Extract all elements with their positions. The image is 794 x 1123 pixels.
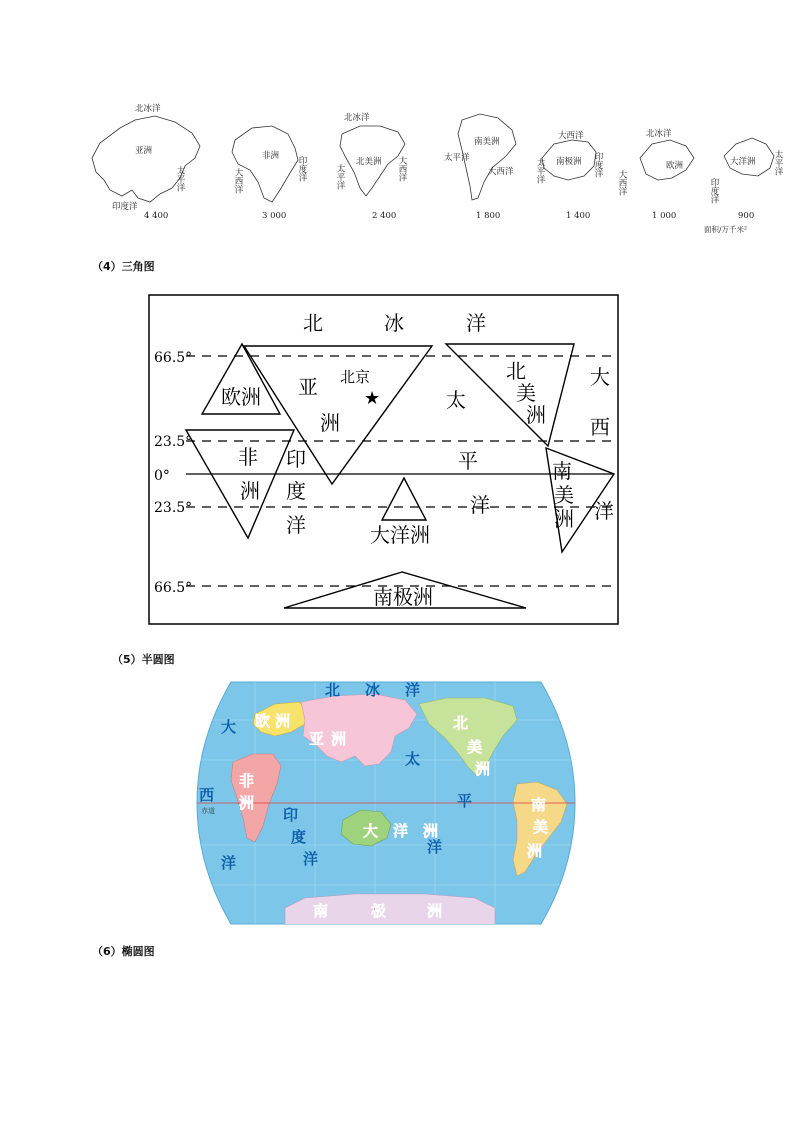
- area-unit-label: 面积/万千米²: [704, 225, 748, 234]
- pacific-char-3: 洋: [470, 493, 490, 517]
- map-ant-3: 洲: [427, 902, 443, 920]
- beijing-label: 北京: [340, 368, 371, 386]
- africa-area: 3 000: [262, 211, 287, 221]
- ant-ocean-1: 大西洋: [558, 131, 584, 141]
- map-oc-2: 洋: [393, 822, 409, 840]
- map-na-1: 北: [453, 714, 469, 732]
- africa-char-1: 非: [238, 445, 258, 469]
- oceania-outline: [709, 138, 783, 221]
- map-oc-3: 洲: [423, 822, 439, 840]
- ant-ocean-2: 太平洋: [535, 158, 545, 184]
- na-ocean-2: 太平洋: [335, 164, 345, 190]
- world-map: [195, 680, 577, 926]
- arctic-char-1: 北: [303, 311, 323, 335]
- map-indian-3: 洋: [303, 850, 319, 868]
- oc-ocean-1: 太平洋: [773, 150, 783, 176]
- map-atlantic-1: 大: [221, 718, 237, 736]
- map-africa-1: 非: [239, 772, 255, 790]
- asia-ocean-2: 太平洋: [175, 166, 185, 192]
- na-char-3: 洲: [526, 403, 546, 427]
- map-arctic-3: 洋: [405, 681, 421, 699]
- oceania-label: 大洋洲: [370, 523, 430, 547]
- na-char-1: 北: [506, 359, 526, 383]
- asia-char-2: 洲: [320, 411, 340, 435]
- na-ocean-3: 大西洋: [397, 156, 407, 182]
- map-sa-2: 美: [533, 818, 549, 836]
- asia-ocean-1: 北冰洋: [135, 104, 161, 114]
- sa-char-1: 南: [552, 459, 572, 483]
- atlantic-char-3: 洋: [594, 499, 614, 523]
- continents-strip: [80, 98, 790, 238]
- eu-ocean-2: 大西洋: [617, 170, 627, 196]
- sa-label: 南美洲: [474, 137, 500, 147]
- ant-area: 1 400: [566, 211, 591, 221]
- map-europe-2: 洲: [275, 712, 291, 730]
- indian-char-1: 印: [286, 447, 306, 471]
- eu-ocean-1: 北冰洋: [646, 129, 672, 139]
- africa-ocean-2: 印度洋: [297, 156, 307, 182]
- asia-char-1: 亚: [298, 375, 318, 399]
- equator-label: 0°: [154, 468, 170, 484]
- lat-66s-label: 66.5°: [154, 580, 193, 596]
- indian-char-2: 度: [286, 479, 306, 503]
- indian-char-3: 洋: [286, 513, 306, 537]
- map-na-3: 洲: [475, 760, 491, 778]
- na-char-2: 美: [516, 381, 536, 405]
- map-pacific-2: 平: [457, 792, 473, 810]
- eu-label: 欧洲: [666, 161, 684, 171]
- na-label: 北美洲: [356, 157, 382, 167]
- section-4-label: （4）三角图: [92, 260, 155, 273]
- north-america-outline: [335, 112, 407, 221]
- beijing-star-icon: ★: [364, 388, 381, 409]
- map-ant-1: 南: [313, 902, 329, 920]
- eu-area: 1 000: [652, 211, 677, 221]
- map-pacific-1: 太: [405, 750, 421, 768]
- map-atlantic-2: 西: [199, 786, 215, 804]
- asia-area: 4 400: [144, 211, 169, 221]
- map-pacific-3: 洋: [427, 838, 443, 856]
- pacific-char-1: 太: [446, 388, 466, 412]
- arctic-char-3: 洋: [466, 311, 486, 335]
- section-5-label: （5）半圆图: [112, 653, 175, 666]
- map-indian-2: 度: [291, 828, 307, 846]
- map-asia-1: 亚: [309, 730, 325, 748]
- map-asia-2: 洲: [331, 730, 347, 748]
- map-europe-1: 欧: [255, 712, 271, 730]
- map-arctic-1: 北: [325, 681, 341, 699]
- map-sa-3: 洲: [527, 842, 543, 860]
- antarctica-label: 南极洲: [373, 585, 433, 609]
- map-na-2: 美: [467, 738, 483, 756]
- europe-label: 欧洲: [221, 385, 261, 409]
- ant-label: 南极洲: [556, 157, 582, 167]
- arctic-char-2: 冰: [384, 311, 404, 335]
- pacific-char-2: 平: [458, 449, 478, 473]
- oc-ocean-2: 印度洋: [709, 178, 719, 204]
- asia-outline: [92, 103, 200, 221]
- sa-char-3: 洲: [554, 507, 574, 531]
- map-sa-1: 南: [531, 796, 547, 814]
- south-america-outline: [444, 114, 516, 221]
- section-6-label: （6）椭圆图: [92, 945, 155, 958]
- map-equator-label: 赤道: [201, 807, 215, 815]
- africa-ocean-1: 大西洋: [233, 168, 243, 194]
- lat-23n-label: 23.5°: [154, 434, 193, 450]
- africa-label: 非洲: [262, 151, 280, 161]
- sa-ocean-1: 太平洋: [444, 153, 470, 163]
- sa-area: 1 800: [476, 211, 501, 221]
- map-arctic-2: 冰: [365, 681, 381, 699]
- map-indian-1: 印: [283, 806, 299, 824]
- sa-char-2: 美: [554, 483, 574, 507]
- map-oc-1: 大: [363, 822, 379, 840]
- map-atlantic-3: 洋: [221, 854, 237, 872]
- lat-66n-label: 66.5°: [154, 350, 193, 366]
- na-ocean-1: 北冰洋: [344, 113, 370, 123]
- africa-char-2: 洲: [240, 479, 260, 503]
- antarctica-outline: [535, 130, 603, 221]
- sa-ocean-2: 大西洋: [488, 167, 514, 177]
- lat-23s-label: 23.5°: [154, 500, 193, 516]
- oc-label: 大洋洲: [730, 157, 756, 167]
- ant-ocean-3: 印度洋: [593, 152, 603, 178]
- map-africa-2: 洲: [239, 794, 255, 812]
- atlantic-char-1: 大: [590, 365, 610, 389]
- asia-ocean-3: 印度洋: [112, 202, 138, 212]
- africa-outline: [232, 126, 307, 221]
- europe-outline: [617, 128, 694, 221]
- asia-label: 亚洲: [135, 146, 153, 156]
- oc-area: 900: [738, 211, 755, 221]
- map-ant-2: 极: [371, 902, 387, 920]
- na-area: 2 400: [372, 211, 397, 221]
- atlantic-char-2: 西: [590, 415, 610, 439]
- triangle-diagram: [148, 294, 620, 626]
